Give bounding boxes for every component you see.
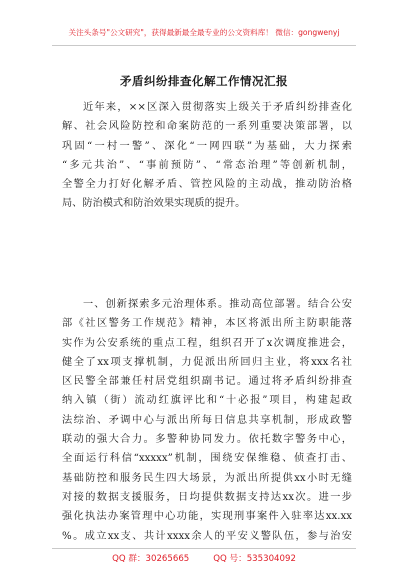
text-line: 部《社区警务工作规范》精神，本区将派出所主防职能落 bbox=[62, 318, 352, 330]
text-line: 全警全力打好化解矛盾、管控风险的主动战，推动防治格 bbox=[62, 179, 352, 191]
text-line: 健全了xx项支撑机制，力促派出所回归主业，将xxx名社 bbox=[62, 356, 352, 368]
text-line: 强化执法办案管理中心功能，实现刑事案件入驻率达xx.xx bbox=[62, 511, 352, 523]
paragraph-intro bbox=[62, 98, 352, 214]
paragraph-section-one bbox=[62, 295, 352, 546]
footer-contact bbox=[0, 552, 408, 564]
text-line: 联动的强大合力。多警种协同发力。依托数字警务中心， bbox=[62, 434, 352, 446]
text-line: “多元共治”、“事前预防”、“常态治理”等创新机制， bbox=[62, 159, 352, 171]
header-banner: 关注头条号"公文研究"，获得最新最全最专业的公文资料库！ 微信：gongwenyj bbox=[68, 28, 340, 37]
text-line: 局、防治模式和防治效果实现质的提升。 bbox=[62, 198, 246, 210]
text-line: 一、创新探索多元治理体系。推动高位部署。结合公安 bbox=[83, 299, 352, 310]
footer-qq-group: QQ 群：30265665 bbox=[112, 554, 190, 564]
text-line: 对接的数据支援服务，日均提供数据支持达xx次。进一步 bbox=[62, 491, 352, 503]
footer-divider bbox=[52, 548, 356, 549]
text-line: 解、社会风险防控和命案防范的一系列重要决策部署，以 bbox=[62, 121, 352, 133]
text-line: %。成立xx支、共计xxxx余人的平安义警队伍，参与治安 bbox=[62, 530, 352, 542]
text-line: 法综治、矛调中心与派出所每日信息共享机制，形成政警 bbox=[62, 414, 352, 426]
text-line: 实作为公安系统的重点工程，组织召开了x次调度推进会， bbox=[62, 337, 352, 349]
text-line: 巩固“一村一警”、深化“一网四联”为基础，大力探索 bbox=[62, 140, 352, 152]
header-divider bbox=[52, 45, 356, 46]
text-line: 纳入镇（街）流动红旗评比和“十必报”项目，构建起政 bbox=[62, 395, 352, 407]
text-line: 近年来，××区深入贯彻落实上级关于矛盾纠纷排查化 bbox=[83, 102, 352, 113]
text-line: 区民警全部兼任村居党组织副书记。通过将矛盾纠纷排查 bbox=[62, 376, 352, 388]
text-line: 全面运行科信“xxxxx”机制，围绕安保维稳、侦查打击、 bbox=[62, 453, 352, 465]
text-line: 基础防控和服务民生四大场景，为派出所提供xx小时无缝 bbox=[62, 472, 352, 484]
document-title: 矛盾纠纷排查化解工作情况汇报 bbox=[120, 74, 288, 88]
footer-qq-number: QQ 号：535304092 bbox=[213, 554, 296, 564]
